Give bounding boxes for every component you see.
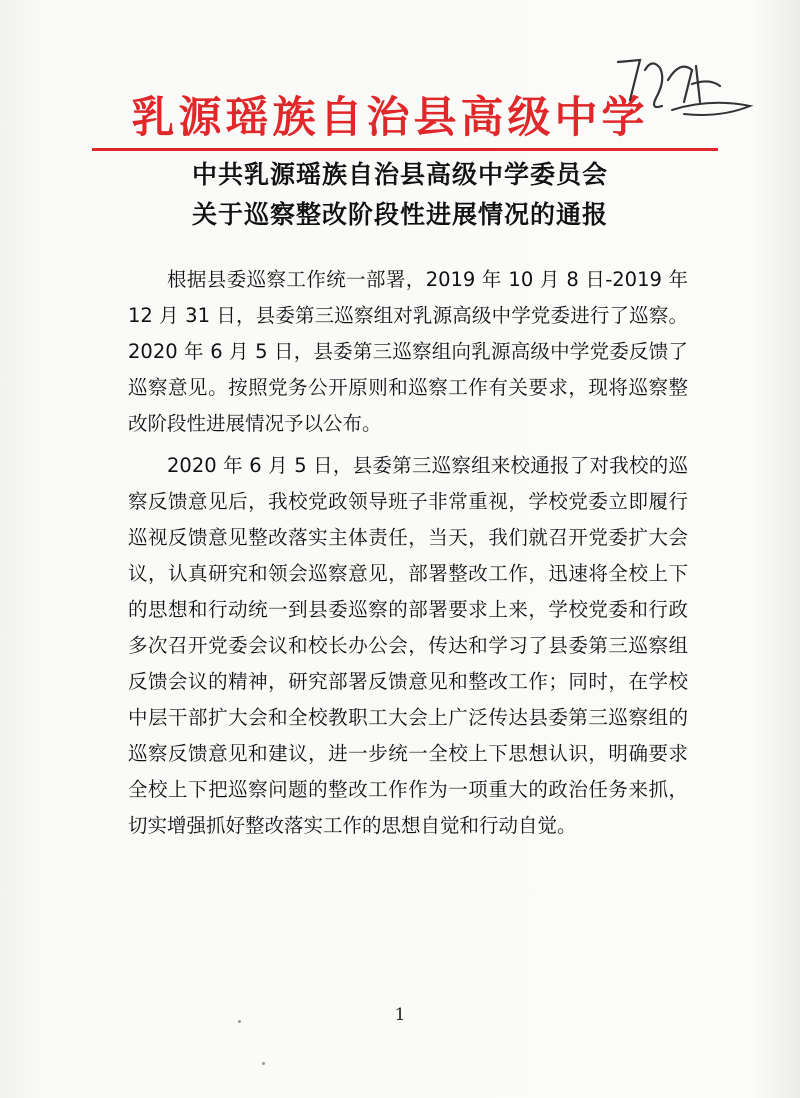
header-red-rule: [92, 148, 718, 151]
body-paragraph-2: 2020 年 6 月 5 日，县委第三巡察组来校通报了对我校的巡察反馈意见后，我校党政领导班子非常重视，学校党委立即履行巡视反馈意见整改落实主体责任，当天，我们就召开党委扩大会议，认真研究和领会巡察意见，部署整改工作，迅速将全校上下的思想和行动统一到县委巡察的部署要求上来，学校党委和行政多次召开党委会议和校长办公会，传达和学习了县委第三巡察组反馈会议的精神，研究部署反馈意见和整改工作；同时，在学校中层干部扩大会和全校教职工大会上广泛传达县委第三巡察组的巡察反馈意见和建议，进一步统一全校上下思想认识，明确要求全校上下把巡察问题的整改工作作为一项重大的政治任务来抓，切实增强抓好整改落实工作的思想自觉和行动自觉。: [128, 454, 688, 837]
organization-header: 乳源瑶族自治县高级中学: [131, 93, 649, 143]
title-line-1: 中共乳源瑶族自治县高级中学委员会: [191, 160, 608, 189]
scan-speck: [262, 1062, 265, 1065]
document-body: [128, 262, 688, 850]
page-number: 1: [394, 1005, 406, 1025]
document-title: [100, 155, 700, 235]
body-paragraph-1: 根据县委巡察工作统一部署，2019 年 10 月 8 日-2019 年 12 月 31 日，县委第三巡察组对乳源高级中学党委进行了巡察。2020 年 6 月 5 日，县委第三巡察组向乳源高级中学党委反馈了巡察意见。按照党务公开原则和巡察工作有关要求，现将巡察整改阶段性进展情况予以公布。: [128, 268, 688, 435]
handwritten-signature: [600, 40, 760, 140]
title-line-2: 关于巡察整改阶段性进展情况的通报: [191, 200, 608, 229]
scan-speck: [238, 1020, 241, 1023]
